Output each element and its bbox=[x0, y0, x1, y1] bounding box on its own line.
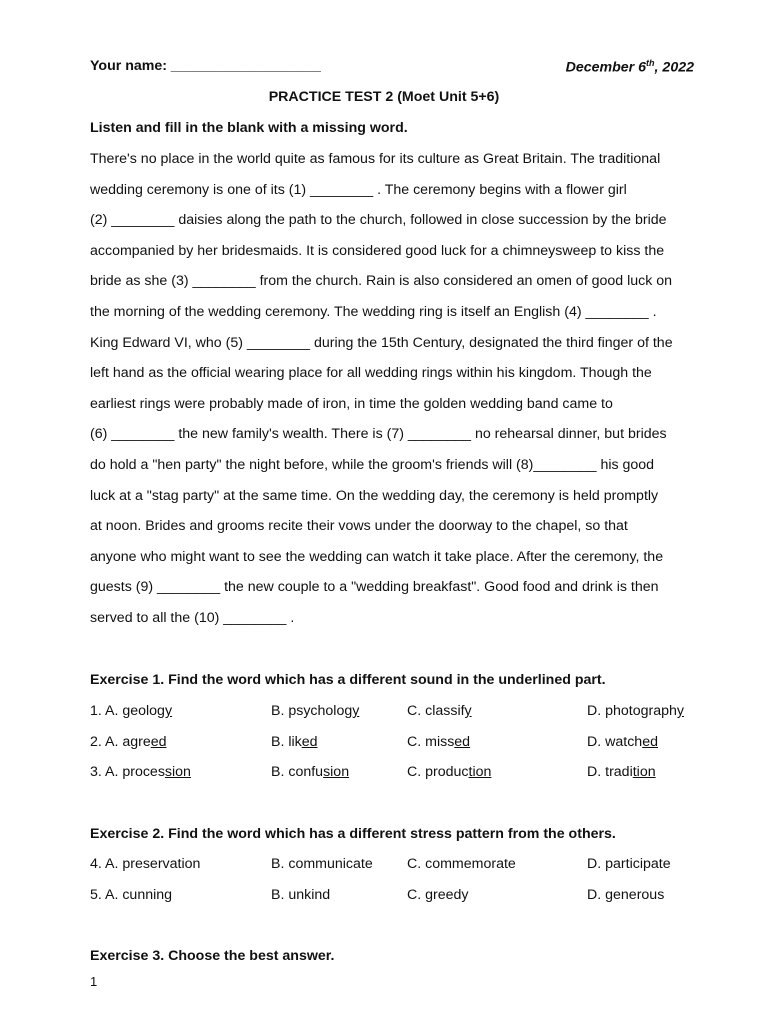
your-name-field: Your name: ___________________ bbox=[90, 58, 321, 74]
option-3a bbox=[90, 764, 191, 780]
underlined-part: y bbox=[464, 703, 472, 719]
passage-line: King Edward VI, who (5) ________ during the 15th Century, designated the third finger of the bbox=[90, 334, 673, 351]
underlined-part: y bbox=[164, 703, 173, 719]
option-text: 3. A. proces bbox=[90, 764, 165, 780]
test-title: PRACTICE TEST 2 (Moet Unit 5+6) bbox=[268, 89, 500, 105]
date-suffix: th bbox=[646, 58, 655, 68]
option-text: D. watch bbox=[587, 734, 643, 750]
option-2c bbox=[407, 734, 470, 750]
exercise-2-heading: Exercise 2. Find the word which has a different stress pattern from the others. bbox=[90, 826, 616, 842]
option-5d: D. generous bbox=[587, 887, 665, 903]
passage-line: wedding ceremony is one of its (1) ________ . The ceremony begins with a flower girl bbox=[90, 181, 627, 198]
underlined-part: y bbox=[676, 703, 685, 719]
option-text: 2. A. agre bbox=[90, 734, 151, 750]
page-number: 1 bbox=[90, 974, 98, 989]
passage-line: bride as she (3) ________ from the church. Rain is also considered an omen of good luck on bbox=[90, 273, 673, 290]
option-5c: C. greedy bbox=[407, 887, 469, 903]
passage-line: earliest rings were probably made of iron, in time the golden wedding band came to bbox=[90, 395, 613, 412]
underlined-part: sion bbox=[164, 764, 191, 780]
option-text: C. miss bbox=[407, 734, 455, 750]
option-text: D. photograph bbox=[587, 703, 677, 719]
passage-line: left hand as the official wearing place for all wedding rings within his kingdom. Though the bbox=[90, 365, 652, 382]
underlined-part: tion bbox=[468, 764, 492, 780]
underlined-part: ed bbox=[301, 734, 318, 750]
exercise-3-heading: Exercise 3. Choose the best answer. bbox=[90, 948, 335, 964]
passage-line: served to all the (10) ________ . bbox=[90, 609, 295, 626]
option-2d bbox=[587, 734, 658, 750]
listening-instruction: Listen and fill in the blank with a missing word. bbox=[90, 120, 408, 136]
passage-line: the morning of the wedding ceremony. The wedding ring is itself an English (4) ________ . bbox=[90, 303, 657, 320]
underlined-part: ed bbox=[642, 734, 658, 750]
option-3b bbox=[271, 764, 349, 780]
date-text: December 6 bbox=[565, 59, 647, 76]
option-text: D. tradi bbox=[587, 764, 633, 780]
passage-line: luck at a "stag party" at the same time. On the wedding day, the ceremony is held promptly bbox=[90, 487, 659, 504]
option-text: C. produc bbox=[407, 764, 469, 780]
question-row-5 bbox=[90, 887, 730, 909]
passage-line: at noon. Brides and grooms recite their vows under the doorway to the chapel, so that bbox=[90, 518, 628, 535]
date bbox=[566, 58, 694, 76]
passage-line: (2) ________ daisies along the path to the church, followed in close succession by the bride bbox=[90, 212, 667, 229]
question-row-1 bbox=[90, 703, 730, 725]
option-1b bbox=[271, 703, 359, 719]
option-text: C. classif bbox=[407, 703, 465, 719]
option-2b bbox=[271, 734, 318, 750]
listening-passage bbox=[90, 144, 715, 634]
option-3d bbox=[587, 764, 656, 780]
question-row-3 bbox=[90, 764, 730, 786]
option-text: B. lik bbox=[271, 734, 302, 750]
option-5a: 5. A. cunning bbox=[90, 887, 173, 903]
question-row-2 bbox=[90, 734, 730, 756]
option-5b: B. unkind bbox=[271, 887, 331, 903]
option-1a bbox=[90, 703, 172, 719]
option-2a bbox=[90, 734, 167, 750]
question-row-4 bbox=[90, 856, 730, 878]
passage-line: anyone who might want to see the wedding can watch it take place. After the ceremony, the bbox=[90, 548, 664, 565]
option-4a: 4. A. preservation bbox=[90, 856, 201, 872]
date-year: , 2022 bbox=[654, 59, 694, 76]
option-1c bbox=[407, 703, 472, 719]
underlined-part: ed bbox=[454, 734, 471, 750]
underlined-part: y bbox=[352, 703, 360, 719]
underlined-part: sion bbox=[323, 764, 350, 780]
passage-line: guests (9) ________ the new couple to a "wedding breakfast". Good food and drink is then bbox=[90, 579, 659, 596]
option-4b: B. communicate bbox=[271, 856, 373, 872]
passage-line: (6) ________ the new family's wealth. There is (7) ________ no rehearsal dinner, but brides bbox=[90, 426, 667, 443]
option-3c bbox=[407, 764, 491, 780]
option-1d bbox=[587, 703, 684, 719]
exercise-1-heading: Exercise 1. Find the word which has a different sound in the underlined part. bbox=[90, 672, 606, 688]
option-text: B. psycholog bbox=[271, 703, 353, 719]
underlined-part: ed bbox=[150, 734, 167, 750]
option-4d: D. participate bbox=[587, 856, 671, 872]
option-text: B. confu bbox=[271, 764, 324, 780]
passage-line: There's no place in the world quite as famous for its culture as Great Britain. The traditional bbox=[90, 151, 661, 167]
underlined-part: tion bbox=[632, 764, 656, 780]
passage-line: do hold a "hen party" the night before, while the groom's friends will (8)________ his good bbox=[90, 456, 655, 473]
option-4c: C. commemorate bbox=[407, 856, 516, 872]
passage-line: accompanied by her bridesmaids. It is considered good luck for a chimneysweep to kiss the bbox=[90, 242, 665, 259]
option-text: 1. A. geolog bbox=[90, 703, 165, 719]
